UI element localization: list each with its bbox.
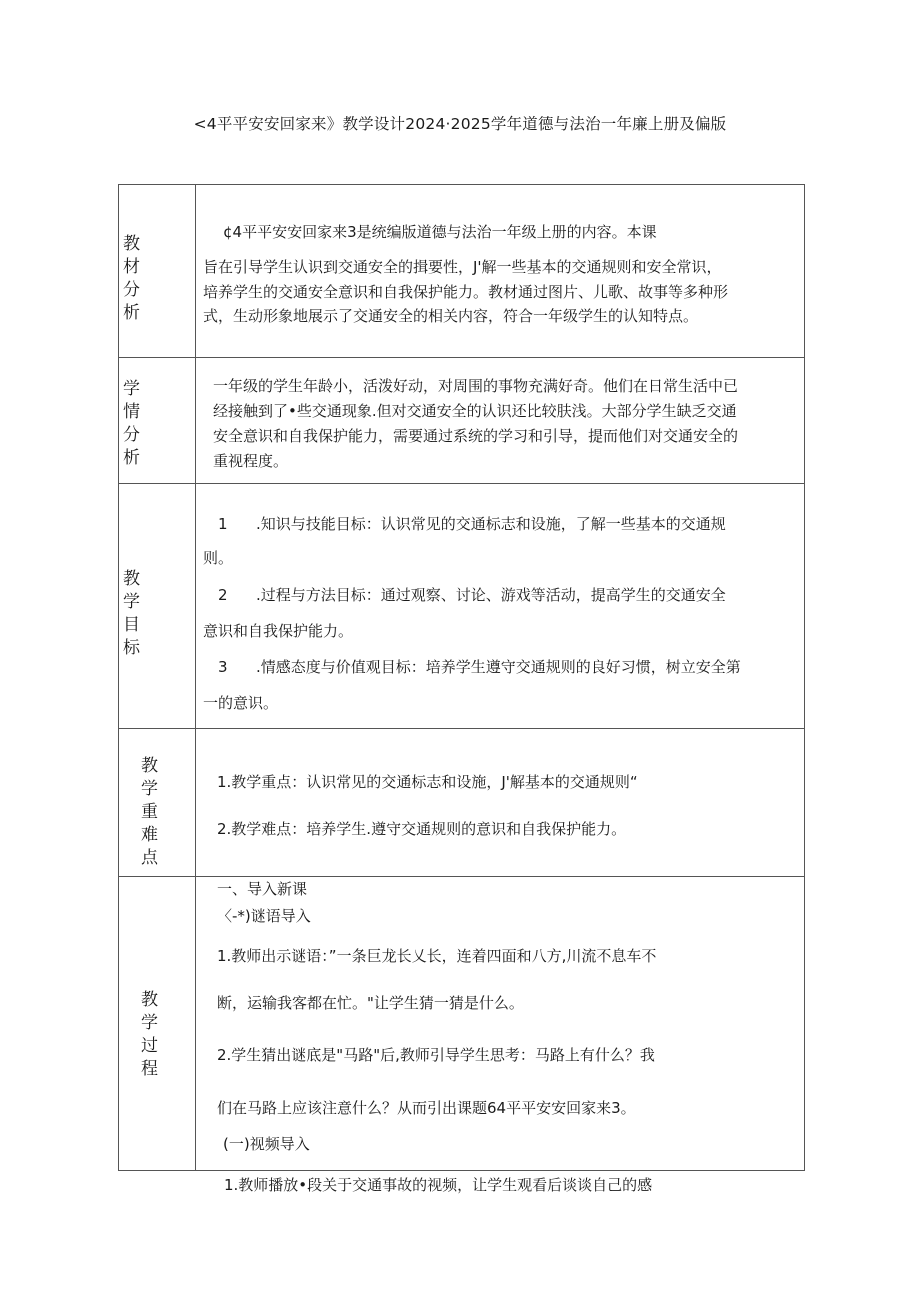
process-line-1: 一、导入新课 bbox=[217, 880, 308, 898]
row-key-points bbox=[119, 729, 805, 877]
label-keypoints: 教学重难点 bbox=[141, 756, 158, 868]
goal-item-2-cont: 意识和自我保护能力。 bbox=[203, 622, 354, 640]
textbook-line-1: ¢4平平安安回家来3是统编版道德与法治一年级上册的内容。本课 bbox=[223, 223, 657, 241]
goal-text-3: .情感态度与价值观目标：培养学生遵守交通规则的良好习惯，树立安全第 bbox=[256, 658, 741, 676]
row-teaching-goals bbox=[119, 484, 805, 729]
goal-text-1: .知识与技能目标：认识常见的交通标志和设施，了解一些基本的交通规 bbox=[256, 515, 726, 533]
textbook-line-4: 式，生动形象地展示了交通安全的相关内容，符合一年级学生的认知特点。 bbox=[203, 307, 699, 325]
process-line-2: 〈-*)谜语导入 bbox=[217, 907, 311, 925]
content-cell-keypoints bbox=[196, 729, 805, 877]
goal-number-3: 3 bbox=[218, 658, 228, 676]
label-cell-textbook bbox=[119, 185, 196, 358]
goal-item-2 bbox=[218, 584, 726, 605]
students-line-2: 经接触到了•些交通现象.但对交通安全的认识还比较肤浅。大部分学生缺乏交通 bbox=[213, 402, 737, 420]
process-line-4: 断，运输我客都在忙。"让学生猜一猜是什么。 bbox=[217, 994, 524, 1012]
row-student-analysis bbox=[119, 358, 805, 484]
content-cell-goals bbox=[196, 484, 805, 729]
label-students: 学情分析 bbox=[123, 379, 140, 468]
label-cell-process bbox=[119, 877, 196, 1171]
goal-item-1-cont: 则。 bbox=[203, 549, 234, 567]
label-goals: 教学目标 bbox=[123, 569, 140, 658]
process-line-7: (一)视频导入 bbox=[223, 1135, 310, 1153]
lesson-plan-table bbox=[118, 184, 805, 1171]
goal-item-1 bbox=[218, 513, 726, 534]
keypoint-line-1: 1.教学重点：认识常见的交通标志和设施，J'解基本的交通规则“ bbox=[217, 773, 638, 791]
students-line-3: 安全意识和自我保护能力，需要通过系统的学习和引导，提而他们对交通安全的 bbox=[213, 427, 739, 445]
goal-item-3 bbox=[218, 656, 741, 677]
content-cell-process bbox=[196, 877, 805, 1171]
row-teaching-process bbox=[119, 877, 805, 1171]
row-textbook-analysis bbox=[119, 185, 805, 358]
process-line-6: 们在马路上应该注意什么？从而引出课题64平平安安回家来3。 bbox=[217, 1099, 636, 1117]
label-cell-keypoints bbox=[119, 729, 196, 877]
textbook-line-3: 培养学生的交通安全意识和自我保护能力。教材通过图片、儿歌、故事等多种形 bbox=[203, 283, 729, 301]
students-line-1: 一年级的学生年龄小，活泼好动，对周围的事物充满好奇。他们在日常生活中已 bbox=[213, 377, 739, 395]
label-cell-students bbox=[119, 358, 196, 484]
process-line-3: 1.教师出示谜语：”一条巨龙长乂长，连着四面和八方,川流不息车不 bbox=[217, 947, 657, 965]
goal-number-2: 2 bbox=[218, 586, 228, 604]
document-title: <4平平安安回家来》教学设计2024·2025学年道德与法治一年廉上册及偏版 bbox=[193, 115, 727, 133]
process-line-5: 2.学生猜出谜底是"马路"后,教师引导学生思考：马路上有什么？我 bbox=[217, 1046, 655, 1064]
label-process: 教学过程 bbox=[141, 990, 158, 1079]
goal-text-2: .过程与方法目标：通过观察、讨论、游戏等活动，提高学生的交通安全 bbox=[256, 586, 726, 604]
keypoint-line-2: 2.教学难点：培养学生.遵守交通规则的意识和自我保护能力。 bbox=[217, 820, 627, 838]
content-cell-students bbox=[196, 358, 805, 484]
label-textbook: 教材分析 bbox=[123, 234, 140, 323]
students-line-4: 重视程度。 bbox=[213, 452, 289, 470]
content-cell-textbook bbox=[196, 185, 805, 358]
textbook-line-2: 旨在引导学生认识到交通安全的揖要性，J'解一些基本的交通规则和安全常识， bbox=[203, 258, 722, 276]
goal-number-1: 1 bbox=[218, 515, 228, 533]
label-cell-goals bbox=[119, 484, 196, 729]
goal-item-3-cont: 一的意识。 bbox=[203, 694, 279, 712]
process-overflow-line: 1.教师播放•段关于交通事故的视频，让学生观看后谈谈自己的感 bbox=[224, 1176, 653, 1194]
